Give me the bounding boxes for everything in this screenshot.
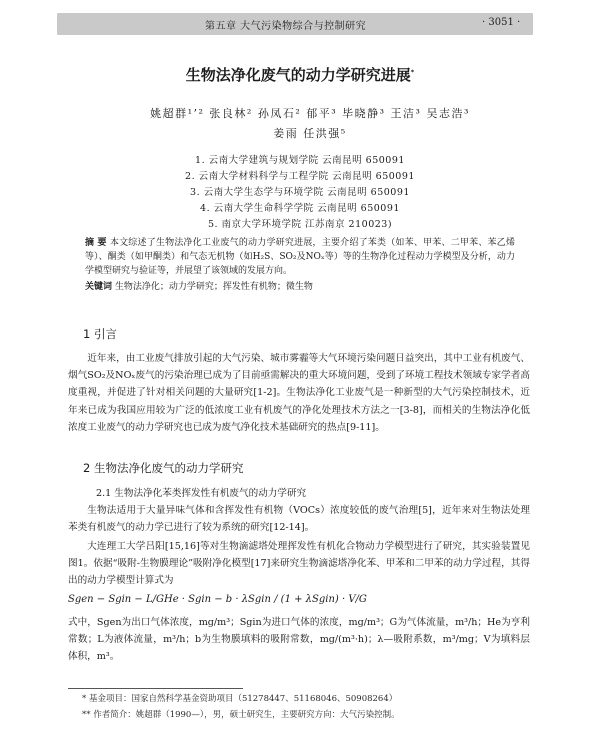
footnote-funding: * 基金项目：国家自然科学基金资助项目（51278447、51168046、50908264） [82, 694, 398, 704]
affiliation-2: 2. 云南大学材料科学与工程学院 云南昆明 650091 [185, 171, 415, 182]
running-header-title: 第五章 大气污染物综合与控制研究 [205, 21, 367, 32]
section-2-paragraph-1: 生物法适用于大量异味气体和含挥发性有机物（VOCs）浓度较低的废气治理[5]，近年来对生物法处理苯类有机废气的动力学已进行了较为系统的研究[12-14]。 [68, 505, 530, 534]
section-2-paragraph-2: 大连理工大学吕阳[15,16]等对生物滴滤塔处理挥发性有机化合物动力学模型进行了研究，其实验装置见图1。依据“吸附-生物膜理论”吸附净化模型[17]来研究生物滴滤塔净化苯、甲苯和二甲苯的动力学过程，其得出的动力学模型计算式为 [68, 541, 530, 587]
affiliation-1: 1. 云南大学建筑与规划学院 云南昆明 650091 [195, 155, 405, 166]
abstract-label: 摘 要 [85, 238, 107, 248]
abstract-text: 本文综述了生物法净化工业废气的动力学研究进展，主要介绍了苯类（如苯、甲苯、二甲苯、苯乙烯等）、酮类（如甲酮类）和气态无机物（如H₂S、SO₂及NOₓ等）等的生物净化过程动力学模型及分析，动力学模型研究与验证等，并展望了该领域的发展方向。 [85, 238, 515, 276]
section-2-heading: 2 生物法净化废气的动力学研究 [83, 461, 244, 475]
author-line-2: 姜雨 任洪强⁵ [273, 127, 347, 140]
abstract [85, 236, 515, 278]
affiliation-3: 3. 云南大学生态学与环境学院 云南昆明 650091 [190, 187, 410, 198]
page-number: · 3051 · [482, 17, 521, 28]
equation-text: Sgen − Sgin − L/GHe · Sgin − b · λSgin / (1 + λSgin) · V/G [68, 594, 367, 605]
author-line-1: 姚超群¹’² 张良林² 孙凤石² 郁平³ 毕晓静³ 王洁³ 吴志浩³ [150, 107, 470, 120]
subsection-2-1-heading: 2.1 生物法净化苯类挥发性有机废气的动力学研究 [96, 488, 307, 499]
section-1-paragraph: 近年来，由工业废气排放引起的大气污染、城市雾霾等大气环境污染问题日益突出，其中工业有机废气、烟气SO₂及NOₓ废气的污染治理已成为了目前亟需解决的重大环境问题，受到了环境工程技术领域专家学者高度重视，并促进了针对相关问题的大量研究[1-2]。生物法净化工业废气是一种新型的大气污染控制技术，近年来已成为我国应用较为广泛的低浓度工业有机废气的净化处理技术方法之一[3-8]，而相关的生物法净化低浓度工业废气的动力学研究也已成为废气净化技术基础研究的热点[9-11]。 [68, 353, 530, 433]
keywords-label: 关键词 [85, 282, 113, 292]
section-1-heading: 1 引言 [83, 327, 117, 341]
keywords [85, 280, 515, 294]
affiliation-4: 4. 云南大学生命科学学院 云南昆明 650091 [200, 203, 400, 214]
kinetic-equation [68, 594, 530, 605]
title-footnote-mark: * [410, 68, 415, 76]
keywords-text: 生物法净化；动力学研究；挥发性有机物；微生物 [114, 282, 313, 292]
section-2-paragraph-3: 式中，Sgen为出口气体浓度，mg/m³；Sgin为进口气体的浓度，mg/m³；G为气体流量，m³/h；He为亨利常数；L为液体流量，m³/h；b为生物膜填料的吸附常数，mg/(m³·h)；λ—吸附系数，m³/mg；V为填料层体积，m³。 [68, 617, 530, 663]
article-title-text: 生物法净化废气的动力学研究进展 [185, 66, 411, 84]
article-title [0, 64, 600, 85]
author-list [60, 104, 560, 144]
affiliation-5: 5. 南京大学环境学院 江苏南京 210023) [207, 219, 393, 230]
footnote-author-bio: ** 作者简介：姚超群（1990—），男，硕士研究生，主要研究方向：大气污染控制。 [82, 710, 400, 720]
footnote-divider [68, 688, 243, 689]
